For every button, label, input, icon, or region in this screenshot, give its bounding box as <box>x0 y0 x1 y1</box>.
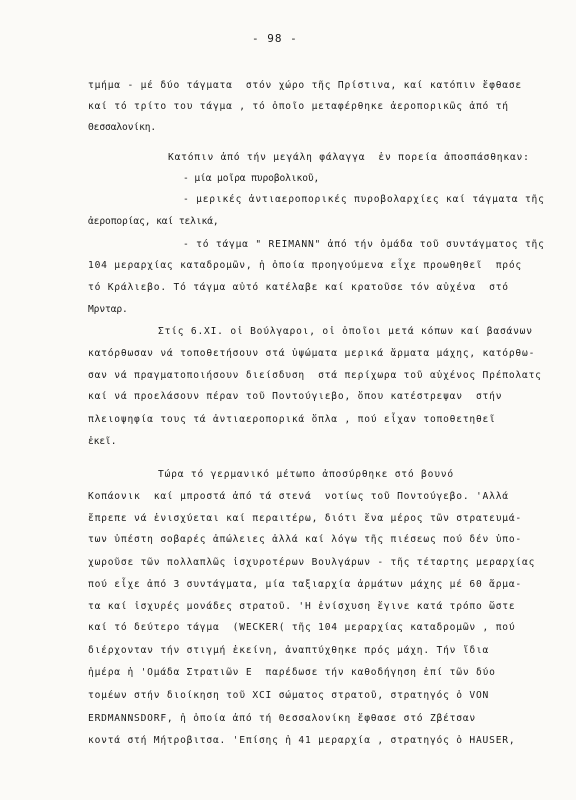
text-line: Μρνταρ. <box>88 304 128 315</box>
text-line: ERDMANNSDORF, ἡ ὁποία ἀπό τή Θεσσαλονίκη ἔφθασε στό Ζβέτσαν <box>88 713 476 724</box>
text-line: των ὑπέστη σοβαρές ἀπώλειες ἀλλά καί λόγω τῆς πιέσεως πού δέν ὑπο- <box>88 534 523 545</box>
text-line: χωροῦσε τῶν πολλαπλῶς ἰσχυροτέρων Βουλγάρων - τῆς τέταρτης μεραρχίας <box>88 557 536 568</box>
text-line: τομέων στήν διοίκηση τοῦ XCI σώματος στρατοῦ, στρατηγός ὁ VON <box>88 690 490 701</box>
text-line: Στίς 6.XI. οἱ Βούλγαροι, οἱ ὁποῖοι μετά κόπων καί βασάνων <box>158 326 533 337</box>
text-line: κοντά στή Μήτροβιτσα. 'Επίσης ἡ 41 μεραρχία , στρατηγός ὁ HAUSER, <box>88 735 516 746</box>
text-line: - τό τάγμα " REIMANN" ἀπό τήν ὁμάδα τοῦ συντάγματος τῆς <box>183 239 545 250</box>
text-line: τα καί ἰσχυρές μονάδες στρατοῦ. 'Η ἐνίσχυση ἔγινε κατά τρόπο ὥστε <box>88 601 516 612</box>
text-line: διέρχονταν τήν στιγμή ἐκείνη, ἀναπτύχθηκε πρός μάχη. Τήν ἴδια <box>88 645 490 656</box>
text-line: τό Κράλιεβο. Τό τάγμα αὐτό κατέλαβε καί κρατοῦσε τόν αὐχένα στό <box>88 282 509 293</box>
text-line: Θεσσαλονίκη. <box>88 122 157 133</box>
page-number: - 98 - <box>252 32 298 45</box>
text-line: Κατόπιν ἀπό τήν μεγάλη φάλαγγα ἐν πορεία ἀποσπάσθηκαν: <box>168 152 530 163</box>
text-line: ἀεροπορίας, καί τελικά, <box>88 216 219 227</box>
text-line: τμήμα - μέ δύο τάγματα στόν χώρο τῆς Πρίστινα, καί κατόπιν ἔφθασε <box>88 80 523 91</box>
text-line: ἔπρεπε νά ἐνισχύεται καί περαιτέρω, διότι ἕνα μέρος τῶν στρατευμά- <box>88 513 523 524</box>
text-line: καί νά προελάσουν πέραν τοῦ Ποντούγιεβο, ὅπου κατέστρεψαν στήν <box>88 391 503 402</box>
text-line: Κοπάονικ καί μπροστά ἀπό τά στενά νοτίως τοῦ Ποντούγεβο. 'Αλλά <box>88 491 509 502</box>
text-line: - μερικές ἀντιαεροπορικές πυροβολαρχίες καί τάγματα τῆς <box>183 194 545 205</box>
text-line: πλειοψηφία τους τά ἀντιαεροπορικά ὅπλα , πού εἶχαν τοποθετηθεῖ <box>88 414 496 425</box>
text-line: καί τό τρίτο του τάγμα , τό ὁποῖο μεταφέρθηκε ἀεροπορικῶς ἀπό τή <box>88 101 509 112</box>
text-line: ἡμέρα ἡ 'Ομάδα Στρατιῶν Ε παρέδωσε τήν καθοδήγηση ἐπί τῶν δύο <box>88 667 496 678</box>
text-line: καί τό δεύτερο τάγμα (WECKER( τῆς 104 μεραρχίας καταδρομῶν , πού <box>88 622 516 633</box>
text-line: σαν νά πραγματοποιήσουν διείσδυση στά περίχωρα τοῦ αὐχένος Πρέπολατς <box>88 370 542 381</box>
text-line: 104 μεραρχίας καταδρομῶν, ἡ ὁποία προηγούμενα εἶχε προωθηθεῖ πρός <box>88 260 523 271</box>
text-line: - μία μοῖρα πυροβολικοῦ, <box>183 173 320 184</box>
text-line: Τώρα τό γερμανικό μέτωπο ἀποσύρθηκε στό βουνό <box>158 469 454 480</box>
text-line: ἐκεῖ. <box>88 436 117 447</box>
text-line: κατόρθωσαν νά τοποθετήσουν στά ὑψώματα μερικά ἅρματα μάχης, κατόρθω- <box>88 348 536 359</box>
text-line: πού εἶχε ἀπό 3 συντάγματα, μία ταξιαρχία ἁρμάτων μάχης μέ 60 ἅρμα- <box>88 579 523 590</box>
